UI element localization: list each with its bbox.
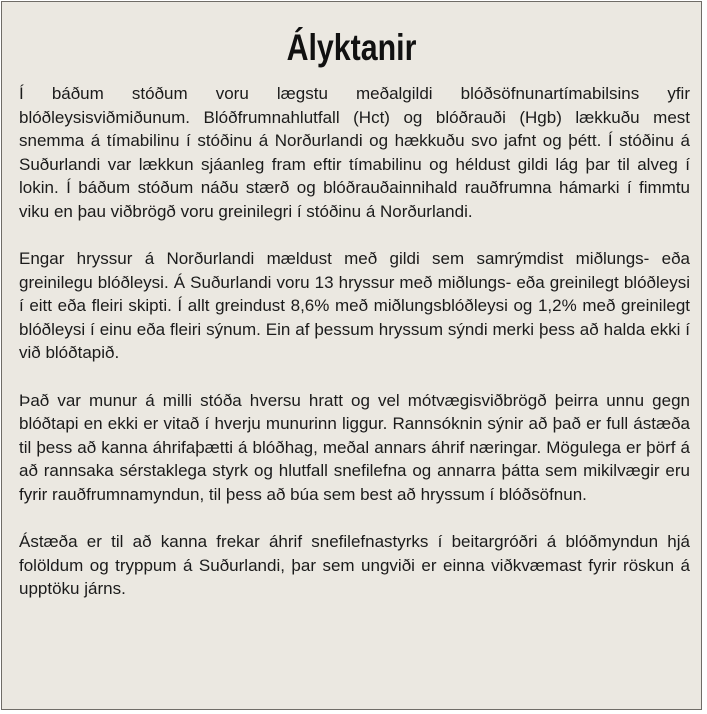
section-heading: Ályktanir bbox=[286, 27, 417, 68]
paragraph-3: Það var munur á milli stóða hversu hratt og vel mótvægisviðbrögð þeirra unnu gegn blóðtapi en ekki er vitað í hverju munurinn liggur. Rannsóknin sýnir að það er full ástæða til þess að kanna áhrifaþætti á blóðhag, meðal annars áhrif næringar. Mögulega er þörf á að rannsaka sérstaklega styrk og hlutfall snefilefna og annarra þátta sem mikilvægir eru fyrir rauðfrumnamyndun, til þess að búa sem best að hryssum í blóðsöfnun. bbox=[19, 390, 690, 504]
conclusions-text bbox=[19, 82, 690, 625]
paragraph-4: Ástæða er til að kanna frekar áhrif snefilefnastyrks í beitargróðri á blóðmyndun hjá folöldum og tryppum á Suðurlandi, þar sem ungviði er einna viðkvæmast fyrir röskun á upptöku járns. bbox=[19, 532, 690, 598]
conclusions-box bbox=[1, 1, 702, 710]
paragraph-2: Engar hryssur á Norðurlandi mældust með gildi sem samrýmdist miðlungs- eða greinilegu blóðleysi. Á Suðurlandi voru 13 hryssur með miðlungs- eða greinilegt blóðleysi í eitt eða fleiri skipti. Í allt greindust 8,6% með miðlungsblóðleysi og 1,2% með greinilegt blóðleysi í einu eða fleiri sýnum. Ein af þessum hryssum sýndi merki þess að halda ekki í við blóðtapið. bbox=[19, 249, 690, 362]
paragraph-1: Í báðum stóðum voru lægstu meðalgildi blóðsöfnunartímabilsins yfir blóðleysisviðmiðunum. Blóðfrumnahlutfall (Hct) og blóðrauði (Hgb) lækkuðu mest snemma á tímabilinu í stóðinu á Norðurlandi og hækkuðu svo jafnt og þétt. Í stóðinu á Suðurlandi var lækkun sjáanleg fram eftir tímabilinu og héldust gildi lág þar til alveg í lokin. Í báðum stóðum náðu stærð og blóðrauðainnihald rauðfrumna hámarki í fimmtu viku en þau viðbrögð voru greinilegri í stóðinu á Norðurlandi. bbox=[19, 84, 690, 221]
